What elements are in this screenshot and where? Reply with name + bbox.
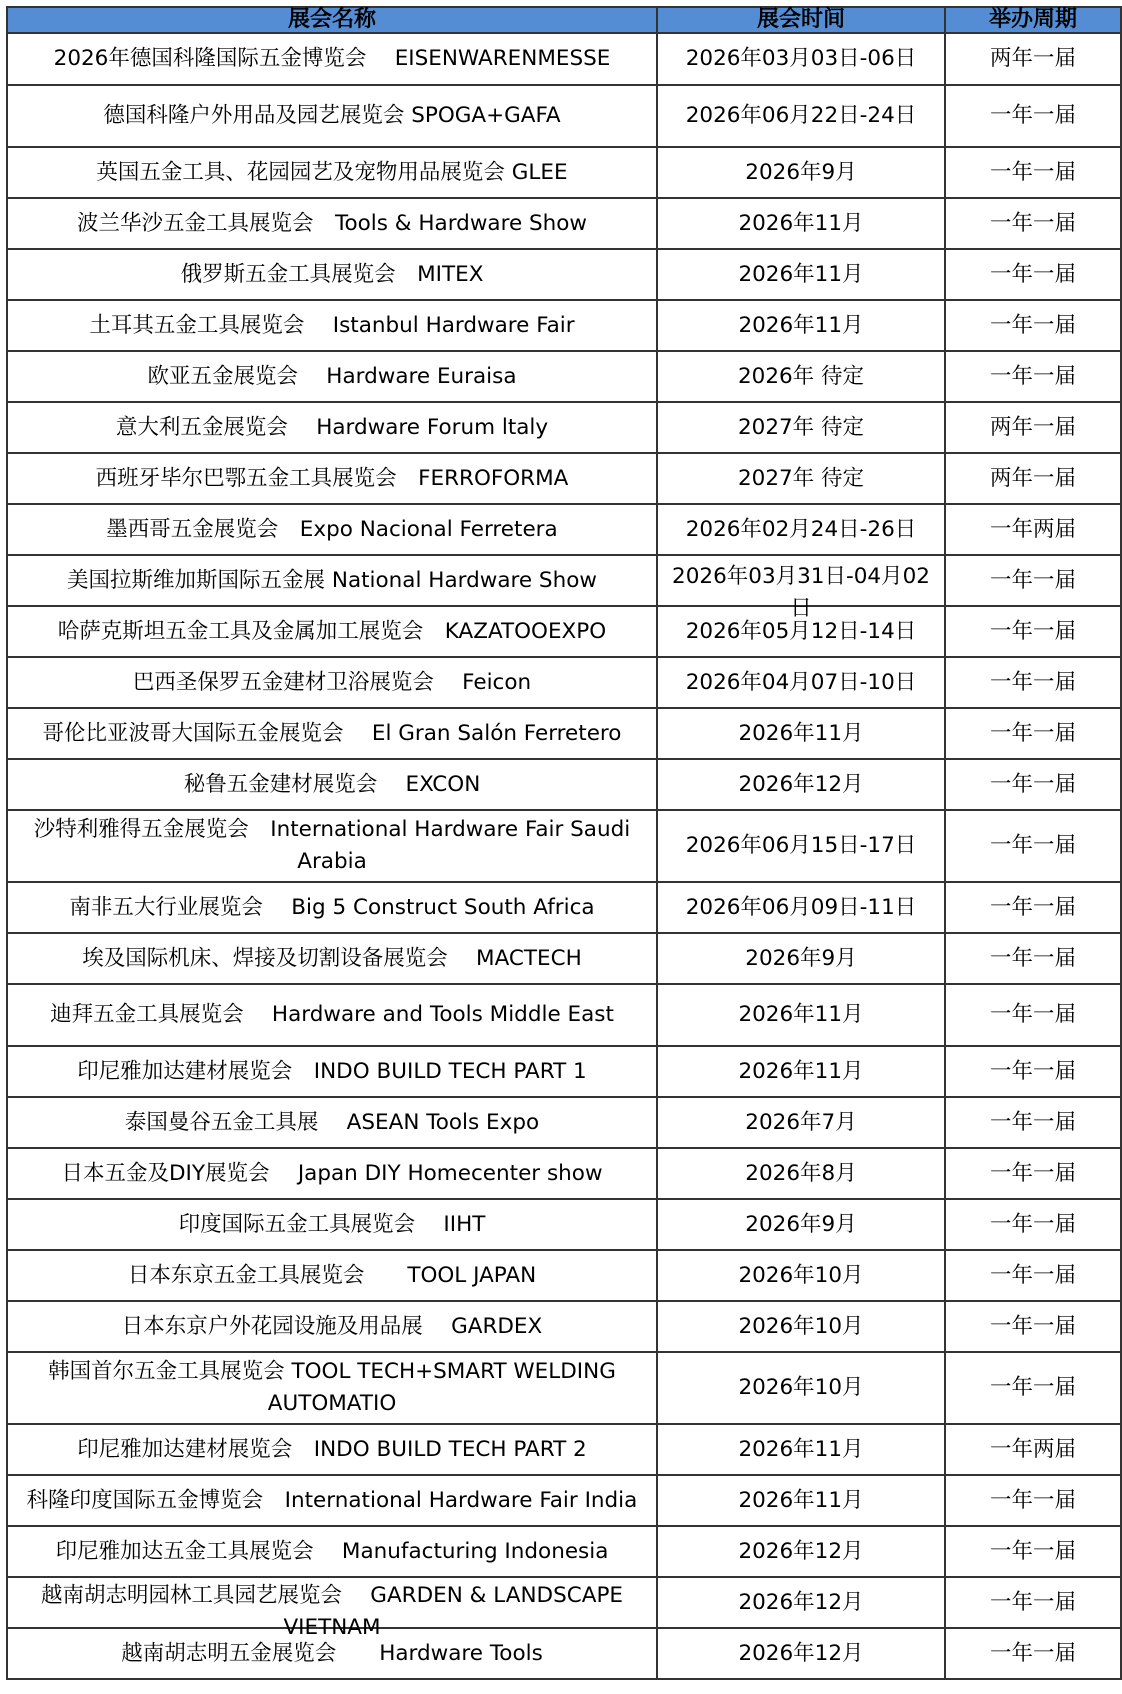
cell-date[interactable]: 2026年9月 (657, 933, 945, 984)
cell-name[interactable]: 英国五金工具、花园园艺及宠物用品展览会 GLEE (7, 147, 657, 198)
column-header-date[interactable]: 展会时间 (657, 7, 945, 33)
cell-date[interactable]: 2026年9月 (657, 1199, 945, 1250)
cell-date[interactable]: 2026年04月07日-10日 (657, 657, 945, 708)
cell-date[interactable]: 2026年 待定 (657, 351, 945, 402)
cell-cycle[interactable]: 一年一届 (945, 198, 1121, 249)
cell-date[interactable] (657, 555, 945, 621)
cell-date[interactable]: 2026年11月 (657, 984, 945, 1046)
cell-cycle[interactable]: 一年一届 (945, 1148, 1121, 1199)
cell-name[interactable]: 意大利五金展览会 Hardware Forum ltaly (7, 402, 657, 453)
cell-date[interactable]: 2026年12月 (657, 1526, 945, 1577)
exhibition-schedule-table (6, 6, 1122, 1680)
table-row (7, 147, 1121, 198)
column-header-name[interactable]: 展会名称 (7, 7, 657, 33)
header-row (7, 7, 1121, 33)
cell-cycle[interactable]: 一年一届 (945, 1250, 1121, 1301)
cell-cycle[interactable]: 一年一届 (945, 606, 1121, 657)
cell-cycle[interactable]: 一年一届 (945, 1475, 1121, 1526)
cell-cycle[interactable]: 一年一届 (945, 882, 1121, 933)
table-row (7, 453, 1121, 504)
cell-cycle[interactable]: 一年一届 (945, 85, 1121, 147)
cell-name[interactable]: 秘鲁五金建材展览会 EXCON (7, 759, 657, 810)
cell-date[interactable]: 2026年06月22日-24日 (657, 85, 945, 147)
cell-name[interactable]: 哈萨克斯坦五金工具及金属加工展览会 KAZATOOEXPO (7, 606, 657, 657)
table-row (7, 882, 1121, 933)
cell-name[interactable]: 日本东京五金工具展览会 TOOL JAPAN (7, 1250, 657, 1301)
cell-name[interactable]: 俄罗斯五金工具展览会 MITEX (7, 249, 657, 300)
cell-name[interactable]: 印尼雅加达建材展览会 INDO BUILD TECH PART 1 (7, 1046, 657, 1097)
table-row (7, 300, 1121, 351)
cell-cycle[interactable]: 一年一届 (945, 1526, 1121, 1577)
cell-name[interactable]: 欧亚五金展览会 Hardware Euraisa (7, 351, 657, 402)
table-row (7, 249, 1121, 300)
cell-cycle[interactable]: 一年一届 (945, 984, 1121, 1046)
cell-name[interactable]: 科隆印度国际五金博览会 International Hardware Fair India (7, 1475, 657, 1526)
cell-name[interactable] (7, 1577, 657, 1640)
cell-date[interactable]: 2027年 待定 (657, 453, 945, 504)
table-row (7, 1301, 1121, 1352)
cell-cycle[interactable]: 一年一届 (945, 1352, 1121, 1424)
table-row (7, 85, 1121, 147)
table-row (7, 402, 1121, 453)
table-row (7, 606, 1121, 657)
cell-name[interactable]: 巴西圣保罗五金建材卫浴展览会 Feicon (7, 657, 657, 708)
cell-name[interactable]: 2026年德国科隆国际五金博览会 EISENWARENMESSE (7, 33, 657, 85)
table-row (7, 1148, 1121, 1199)
cell-cycle[interactable]: 一年一届 (945, 351, 1121, 402)
cell-date[interactable]: 2026年11月 (657, 249, 945, 300)
cell-cycle[interactable]: 一年一届 (945, 759, 1121, 810)
cell-date[interactable]: 2026年11月 (657, 708, 945, 759)
table-row (7, 1577, 1121, 1628)
cell-name[interactable]: 西班牙毕尔巴鄂五金工具展览会 FERROFORMA (7, 453, 657, 504)
cell-name[interactable]: 南非五大行业展览会 Big 5 Construct South Africa (7, 882, 657, 933)
cell-date[interactable]: 2026年10月 (657, 1352, 945, 1424)
table-row (7, 810, 1121, 882)
table-row (7, 1352, 1121, 1424)
cell-cycle[interactable]: 一年一届 (945, 708, 1121, 759)
cell-name[interactable]: 美国拉斯维加斯国际五金展 National Hardware Show (7, 555, 657, 606)
cell-name[interactable]: 日本东京户外花园设施及用品展 GARDEX (7, 1301, 657, 1352)
cell-name[interactable]: 印尼雅加达五金工具展览会 Manufacturing Indonesia (7, 1526, 657, 1577)
table-row (7, 1424, 1121, 1475)
cell-name[interactable]: 埃及国际机床、焊接及切割设备展览会 MACTECH (7, 933, 657, 984)
cell-cycle[interactable]: 一年一届 (945, 810, 1121, 882)
table-row (7, 555, 1121, 606)
cell-cycle[interactable]: 一年一届 (945, 657, 1121, 708)
cell-cycle[interactable]: 一年一届 (945, 1097, 1121, 1148)
table-row (7, 984, 1121, 1046)
cell-cycle[interactable]: 一年一届 (945, 1577, 1121, 1628)
cell-name-text: 越南胡志明园林工具园艺展览会 GARDEN & LANDSCAPE VIETNAM (40, 1582, 624, 1640)
cell-date[interactable]: 2026年05月12日-14日 (657, 606, 945, 657)
table-row (7, 1199, 1121, 1250)
cell-cycle[interactable]: 一年一届 (945, 933, 1121, 984)
table-row (7, 1475, 1121, 1526)
table-row (7, 198, 1121, 249)
cell-date[interactable]: 2026年06月09日-11日 (657, 882, 945, 933)
cell-date[interactable]: 2026年9月 (657, 147, 945, 198)
cell-date[interactable]: 2026年11月 (657, 198, 945, 249)
table-row (7, 708, 1121, 759)
cell-name[interactable]: 土耳其五金工具展览会 Istanbul Hardware Fair (7, 300, 657, 351)
table-row (7, 504, 1121, 555)
cell-cycle[interactable]: 一年一届 (945, 1046, 1121, 1097)
cell-date[interactable]: 2026年10月 (657, 1301, 945, 1352)
cell-date[interactable]: 2026年10月 (657, 1250, 945, 1301)
cell-date[interactable]: 2027年 待定 (657, 402, 945, 453)
table-row (7, 1250, 1121, 1301)
table-row (7, 1628, 1121, 1679)
cell-cycle[interactable]: 一年一届 (945, 555, 1121, 606)
cell-name[interactable]: 德国科隆户外用品及园艺展览会 SPOGA+GAFA (7, 85, 657, 147)
cell-name[interactable]: 波兰华沙五金工具展览会 Tools & Hardware Show (7, 198, 657, 249)
cell-name[interactable]: 韩国首尔五金工具展览会 TOOL TECH+SMART WELDING AUTOMATIO (7, 1352, 657, 1424)
cell-name[interactable]: 越南胡志明五金展览会 Hardware Tools (7, 1628, 657, 1679)
table-row (7, 933, 1121, 984)
cell-name[interactable]: 墨西哥五金展览会 Expo Nacional Ferretera (7, 504, 657, 555)
table-row (7, 657, 1121, 708)
cell-date-text: 2026年03月31日-04月02日 (672, 563, 930, 621)
cell-date[interactable]: 2026年12月 (657, 759, 945, 810)
cell-cycle[interactable]: 一年一届 (945, 1628, 1121, 1679)
cell-cycle[interactable]: 一年两届 (945, 504, 1121, 555)
cell-date[interactable]: 2026年12月 (657, 1628, 945, 1679)
cell-cycle[interactable]: 一年一届 (945, 1199, 1121, 1250)
table-row (7, 33, 1121, 85)
cell-date[interactable]: 2026年06月15日-17日 (657, 810, 945, 882)
column-header-cycle[interactable]: 举办周期 (945, 7, 1121, 33)
cell-name[interactable]: 沙特利雅得五金展览会 International Hardware Fair Saudi Arabia (7, 810, 657, 882)
table-row (7, 1526, 1121, 1577)
cell-cycle[interactable]: 一年一届 (945, 249, 1121, 300)
cell-date[interactable]: 2026年03月03日-06日 (657, 33, 945, 85)
cell-name[interactable]: 印尼雅加达建材展览会 INDO BUILD TECH PART 2 (7, 1424, 657, 1475)
cell-date[interactable]: 2026年11月 (657, 1475, 945, 1526)
table-row (7, 759, 1121, 810)
cell-cycle[interactable]: 一年两届 (945, 1424, 1121, 1475)
cell-date[interactable]: 2026年11月 (657, 1046, 945, 1097)
cell-cycle[interactable]: 两年一届 (945, 402, 1121, 453)
cell-date[interactable]: 2026年11月 (657, 1424, 945, 1475)
cell-date[interactable]: 2026年02月24日-26日 (657, 504, 945, 555)
cell-name[interactable]: 迪拜五金工具展览会 Hardware and Tools Middle East (7, 984, 657, 1046)
table-row (7, 1097, 1121, 1148)
cell-cycle[interactable]: 一年一届 (945, 1301, 1121, 1352)
cell-cycle[interactable]: 一年一届 (945, 300, 1121, 351)
cell-name[interactable]: 印度国际五金工具展览会 IIHT (7, 1199, 657, 1250)
exhibition-table-region (6, 6, 1080, 1694)
cell-cycle[interactable]: 两年一届 (945, 33, 1121, 85)
cell-date[interactable]: 2026年11月 (657, 300, 945, 351)
cell-name[interactable]: 日本五金及DIY展览会 Japan DIY Homecenter show (7, 1148, 657, 1199)
cell-name[interactable]: 哥伦比亚波哥大国际五金展览会 El Gran Salón Ferretero (7, 708, 657, 759)
cell-name[interactable]: 泰国曼谷五金工具展 ASEAN Tools Expo (7, 1097, 657, 1148)
cell-date[interactable]: 2026年7月 (657, 1097, 945, 1148)
cell-date[interactable]: 2026年8月 (657, 1148, 945, 1199)
cell-cycle[interactable]: 一年一届 (945, 147, 1121, 198)
table-row (7, 351, 1121, 402)
cell-date[interactable]: 2026年12月 (657, 1577, 945, 1628)
cell-cycle[interactable]: 两年一届 (945, 453, 1121, 504)
table-row (7, 1046, 1121, 1097)
